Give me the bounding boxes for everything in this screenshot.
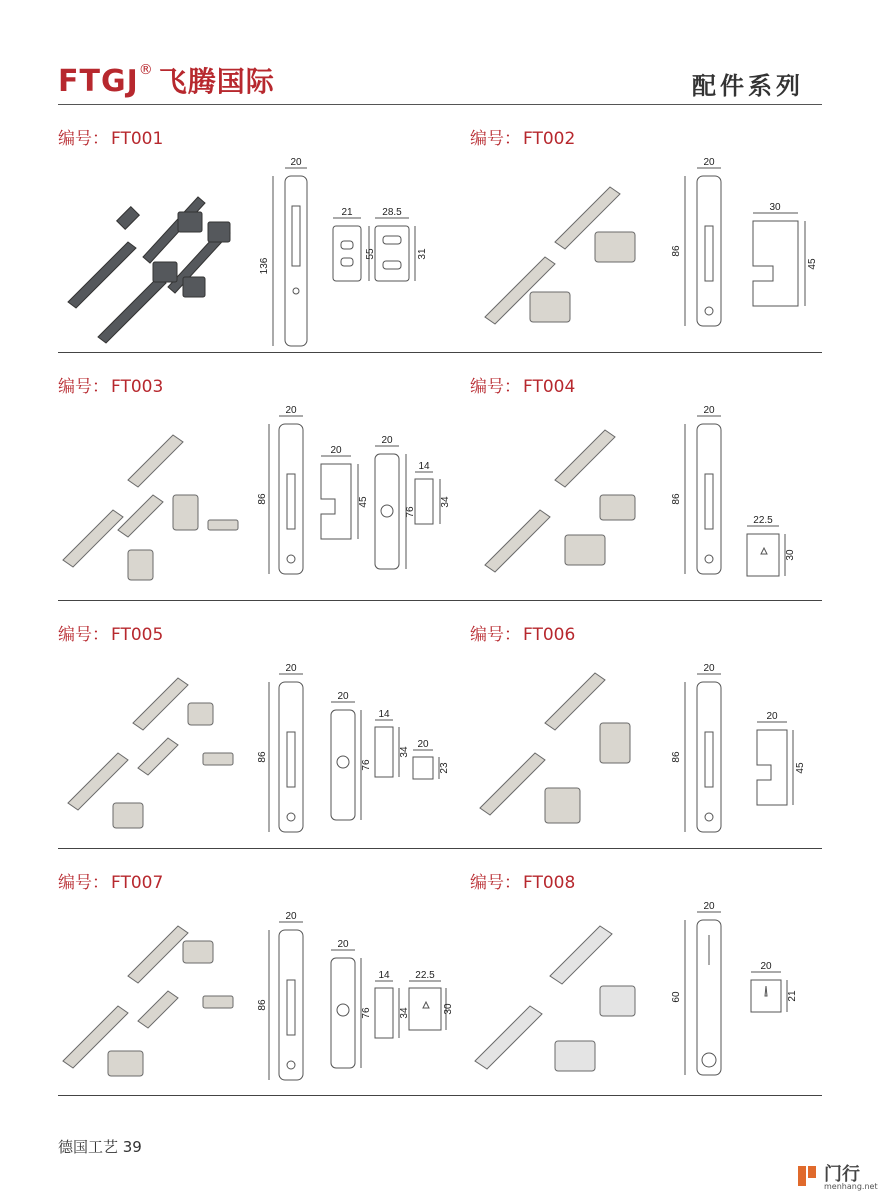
product-code — [58, 124, 163, 149]
dim-main-height: 136 — [259, 257, 270, 275]
dim-main-width: 20 — [703, 663, 715, 674]
dim-part2-height: 30 — [785, 549, 796, 561]
product-photo — [58, 896, 263, 1096]
product-code — [470, 124, 575, 149]
dim-main-width: 20 — [703, 157, 715, 168]
dim-part2-width: 21 — [341, 207, 353, 218]
product-photo — [470, 152, 675, 352]
dim-main-height: 86 — [257, 999, 268, 1011]
product-photo — [470, 648, 675, 848]
code-value: FT005 — [111, 625, 164, 645]
dim-part2-width: 20 — [766, 711, 778, 722]
product-panel-ft005 — [58, 620, 450, 850]
dim-part3-width: 14 — [378, 709, 390, 720]
code-label: 编号： — [58, 625, 109, 645]
dim-part3-width: 20 — [381, 435, 393, 446]
watermark-url: menhang.net — [824, 1182, 878, 1191]
dim-main-width: 20 — [703, 901, 715, 912]
dim-part4-height: 23 — [439, 762, 450, 774]
page-header — [58, 60, 822, 104]
technical-drawing — [257, 890, 454, 1100]
product-photo — [58, 152, 263, 352]
dim-part2-height: 76 — [361, 1007, 372, 1019]
dim-main-height: 86 — [671, 493, 682, 505]
dim-main-height: 86 — [671, 751, 682, 763]
registered-mark: ® — [138, 62, 153, 78]
product-code — [470, 868, 575, 893]
dim-main-width: 20 — [285, 911, 297, 922]
code-label: 编号： — [470, 377, 521, 397]
dim-part2-height: 45 — [795, 762, 806, 774]
dim-part2-height: 76 — [361, 759, 372, 771]
technical-drawing — [259, 146, 453, 356]
dim-part3-width: 14 — [378, 970, 390, 981]
page-footer: 德国工艺 39 — [58, 1138, 142, 1156]
product-photo — [470, 400, 675, 600]
dim-main-width: 20 — [285, 405, 297, 416]
code-label: 编号： — [470, 625, 521, 645]
dim-main-width: 20 — [290, 157, 302, 168]
product-panel-ft003 — [58, 372, 451, 602]
dim-part4-width: 14 — [418, 461, 430, 472]
product-panel-ft007 — [58, 868, 454, 1098]
code-label: 编号： — [470, 873, 521, 893]
product-code — [58, 868, 163, 893]
dim-part4-width: 20 — [417, 739, 429, 750]
dim-part2-height: 45 — [358, 496, 369, 508]
code-value: FT002 — [523, 129, 576, 149]
code-value: FT007 — [111, 873, 164, 893]
dim-part3-height: 31 — [417, 248, 428, 260]
product-photo — [58, 648, 263, 848]
dim-part2-width: 20 — [330, 445, 342, 456]
dim-part4-width: 22.5 — [415, 970, 435, 981]
watermark — [796, 1160, 880, 1196]
brand-latin-text: FTGJ — [58, 64, 139, 99]
dim-part2-width: 20 — [337, 691, 349, 702]
product-code — [470, 372, 575, 397]
product-code — [58, 620, 163, 645]
code-value: FT003 — [111, 377, 164, 397]
product-panel-ft004 — [470, 372, 850, 602]
dim-part2-width: 20 — [760, 961, 772, 972]
code-label: 编号： — [58, 129, 109, 149]
product-panel-ft006 — [470, 620, 850, 850]
dim-main-height: 86 — [671, 245, 682, 257]
technical-drawing — [257, 394, 453, 604]
product-panel-ft002 — [470, 124, 850, 354]
watermark-logo-icon — [796, 1164, 818, 1188]
dim-part4-height: 30 — [443, 1003, 454, 1015]
brand-logo — [58, 60, 275, 100]
series-title: 配件系列 — [692, 72, 804, 100]
technical-drawing — [671, 642, 865, 852]
watermark-text: 门行 — [824, 1164, 860, 1185]
product-panel-ft008 — [470, 868, 850, 1098]
dim-main-height: 60 — [671, 991, 682, 1003]
code-label: 编号： — [58, 873, 109, 893]
dim-part2-height: 21 — [787, 990, 798, 1002]
dim-part2-width: 22.5 — [753, 515, 773, 526]
dim-part3-width: 28.5 — [382, 207, 402, 218]
dim-part2-height: 45 — [807, 258, 818, 270]
code-value: FT001 — [111, 129, 164, 149]
technical-drawing — [257, 642, 453, 852]
code-value: FT008 — [523, 873, 576, 893]
dim-main-height: 86 — [257, 751, 268, 763]
header-divider — [58, 104, 822, 105]
product-code — [58, 372, 163, 397]
dim-main-width: 20 — [703, 405, 715, 416]
dim-part3-height: 34 — [399, 746, 410, 758]
code-label: 编号： — [470, 129, 521, 149]
product-code — [470, 620, 575, 645]
technical-drawing — [671, 890, 865, 1100]
product-photo — [470, 896, 675, 1096]
code-label: 编号： — [58, 377, 109, 397]
dim-part2-height: 55 — [365, 248, 376, 260]
code-value: FT004 — [523, 377, 576, 397]
code-value: FT006 — [523, 625, 576, 645]
dim-part2-width: 20 — [337, 939, 349, 950]
dim-part2-width: 30 — [769, 202, 781, 213]
product-panel-ft001 — [58, 124, 438, 354]
dim-main-width: 20 — [285, 663, 297, 674]
dim-part3-height: 34 — [399, 1007, 410, 1019]
brand-chinese-name: 飞腾国际 — [158, 65, 275, 98]
dim-part3-height: 76 — [405, 506, 416, 518]
technical-drawing — [671, 394, 865, 604]
technical-drawing — [671, 146, 865, 356]
dim-part4-height: 34 — [440, 496, 451, 508]
product-photo — [58, 400, 263, 600]
dim-main-height: 86 — [257, 493, 268, 505]
